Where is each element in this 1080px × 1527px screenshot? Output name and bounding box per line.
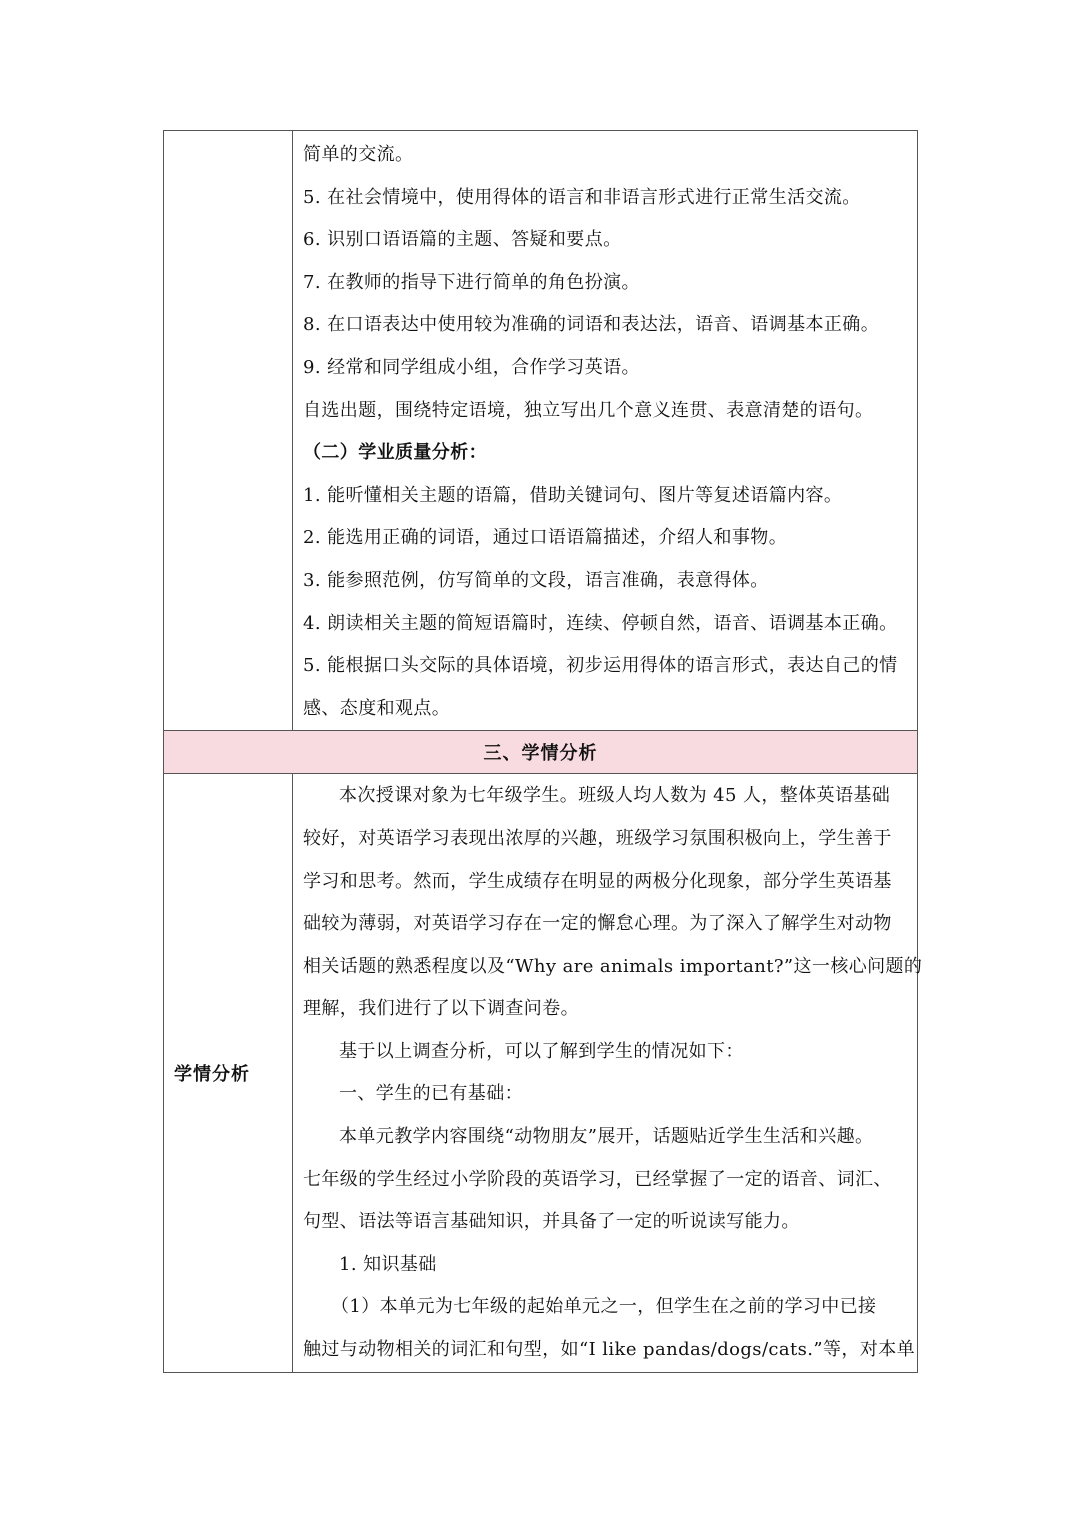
paragraph-line: 1. 知识基础: [339, 1253, 437, 1275]
text-line: 5. 在社会情境中，使用得体的语言和非语言形式进行正常生活交流。: [303, 186, 861, 208]
paragraph-line: 础较为薄弱，对英语学习存在一定的懈怠心理。为了深入了解学生对动物: [303, 913, 892, 935]
section-header-row: [164, 731, 918, 774]
top-left-cell: [164, 131, 293, 731]
paragraph-line: 本单元教学内容围绕“动物朋友”展开，话题贴近学生生活和兴趣。: [339, 1126, 874, 1148]
paragraph-line: 七年级的学生经过小学阶段的英语学习，已经掌握了一定的语音、词汇、: [303, 1168, 892, 1190]
quality-line: 1. 能听懂相关主题的语篇，借助关键词句、图片等复述语篇内容。: [303, 484, 843, 506]
section-header: 三、学情分析: [164, 731, 918, 774]
top-content-cell: [293, 131, 918, 731]
analysis-content-cell: [293, 774, 923, 1372]
quality-line: 2. 能选用正确的词语，通过口语语篇描述，介绍人和事物。: [303, 527, 788, 549]
text-line: 简单的交流。: [303, 144, 414, 165]
analysis-label: 学情分析: [164, 774, 293, 1372]
quality-heading: （二）学业质量分析：: [303, 442, 487, 464]
paragraph-line: 理解，我们进行了以下调查问卷。: [303, 998, 579, 1020]
text-line: 自选出题，围绕特定语境，独立写出几个意义连贯、表意清楚的语句。: [303, 399, 874, 421]
quality-line: 3. 能参照范例，仿写简单的文段，语言准确，表意得体。: [303, 569, 769, 591]
paragraph-line: 一、学生的已有基础：: [339, 1083, 523, 1105]
quality-line: 5. 能根据口头交际的具体语境，初步运用得体的语言形式，表达自己的情: [303, 655, 898, 677]
paragraph-line: 相关话题的熟悉程度以及“Why are animals important?”这一核心问题的: [303, 955, 923, 977]
text-line: 6. 识别口语语篇的主题、答疑和要点。: [303, 229, 622, 251]
paragraph-line: 学习和思考。然而，学生成绩存在明显的两极分化现象，部分学生英语基: [303, 870, 892, 892]
paragraph-line: （1）本单元为七年级的起始单元之一，但学生在之前的学习中已接: [331, 1296, 877, 1318]
paragraph-line: 基于以上调查分析，可以了解到学生的情况如下：: [339, 1040, 744, 1062]
paragraph-line: 句型、语法等语言基础知识，并具备了一定的听说读写能力。: [303, 1211, 800, 1233]
paragraph-line: 本次授课对象为七年级学生。班级人均人数为 45 人，整体英语基础: [339, 785, 891, 807]
paragraph-line: 触过与动物相关的词汇和句型，如“I like pandas/dogs/cats.”等，对本单: [303, 1339, 916, 1361]
text-line: 9. 经常和同学组成小组，合作学习英语。: [303, 356, 640, 378]
paragraph-line: 较好，对英语学习表现出浓厚的兴趣，班级学习氛围积极向上，学生善于: [303, 827, 892, 849]
quality-line: 4. 朗读相关主题的简短语篇时，连续、停顿自然，语音、语调基本正确。: [303, 612, 898, 634]
quality-line: 感、态度和观点。: [303, 697, 451, 719]
analysis-row: [164, 774, 918, 1372]
text-line: 7. 在教师的指导下进行简单的角色扮演。: [303, 271, 640, 293]
document-table: [163, 130, 923, 1373]
text-line: 8. 在口语表达中使用较为准确的词语和表达法，语音、语调基本正确。: [303, 314, 880, 336]
top-row: [164, 131, 918, 731]
